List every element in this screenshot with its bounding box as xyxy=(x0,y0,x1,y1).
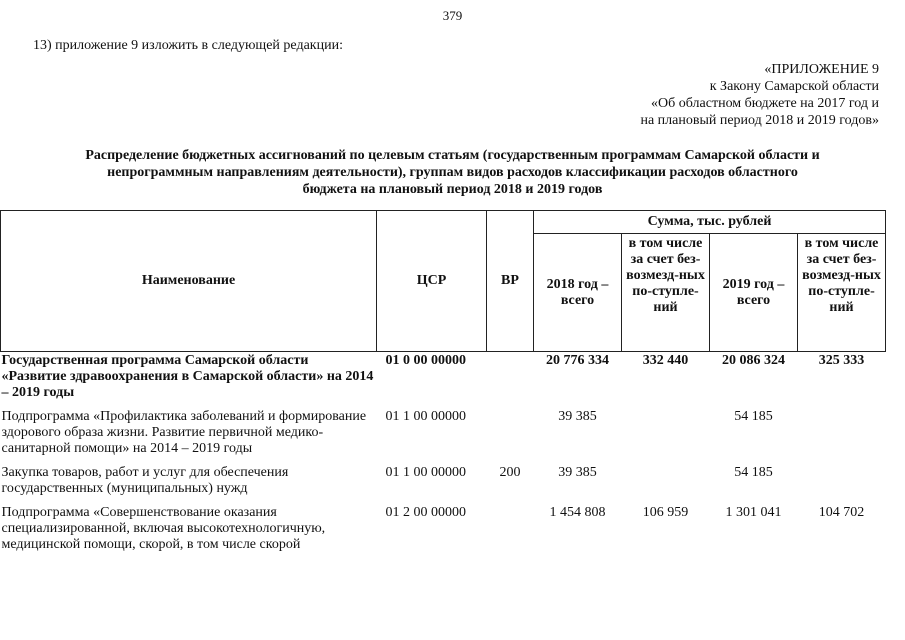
row-2019-grants xyxy=(798,465,886,497)
row-2018-total: 1 454 808 xyxy=(549,505,606,520)
row-2019-total: 1 301 041 xyxy=(725,505,782,520)
appendix-header xyxy=(519,61,879,129)
table-row xyxy=(1,352,886,402)
row-spacer xyxy=(1,497,886,505)
amendment-instruction: 13) приложение 9 изложить в следующей редакции: xyxy=(33,38,343,53)
row-2019-total: 54 185 xyxy=(734,465,773,480)
document-title xyxy=(20,147,885,198)
budget-table xyxy=(0,210,886,553)
column-header-vr: ВР xyxy=(487,211,534,352)
row-vr xyxy=(487,505,534,553)
row-2019-total: 20 086 324 xyxy=(722,353,785,368)
appendix-line: к Закону Самарской области xyxy=(709,79,879,94)
row-csr: 01 1 00 00000 xyxy=(385,465,466,480)
row-2018-total: 20 776 334 xyxy=(546,353,609,368)
row-2018-grants: 106 959 xyxy=(642,505,689,520)
row-2018-total: 39 385 xyxy=(558,409,597,424)
appendix-line: «ПРИЛОЖЕНИЕ 9 xyxy=(764,62,879,77)
row-2019-grants: 325 333 xyxy=(818,353,865,368)
row-2018-total: 39 385 xyxy=(558,465,597,480)
column-header-sum-group: Сумма, тыс. рублей xyxy=(534,211,886,234)
column-header-2018-total: 2018 год – всего xyxy=(534,234,622,352)
row-csr: 01 1 00 00000 xyxy=(385,409,466,424)
column-header-2019-grants: в том числе за счет без-возмезд-ных по-ступле-ний xyxy=(798,234,886,352)
table-row xyxy=(1,409,886,457)
row-spacer xyxy=(1,401,886,409)
row-2019-grants: 104 702 xyxy=(818,505,865,520)
appendix-line: на плановый период 2018 и 2019 годов» xyxy=(640,113,879,128)
column-header-name: Наименование xyxy=(1,211,377,352)
row-2019-total: 54 185 xyxy=(734,409,773,424)
column-header-2019-total: 2019 год – всего xyxy=(710,234,798,352)
column-header-csr: ЦСР xyxy=(377,211,487,352)
page-number: 379 xyxy=(442,8,463,23)
row-2018-grants xyxy=(622,465,710,497)
row-csr: 01 2 00 00000 xyxy=(385,505,466,520)
row-vr xyxy=(487,352,534,402)
row-2019-grants xyxy=(798,409,886,457)
title-line: Распределение бюджетных ассигнований по целевым статьям (государственным программам Самарской области и xyxy=(85,148,820,163)
row-vr: 200 xyxy=(499,465,521,480)
row-name: Подпрограмма «Профилактика заболеваний и формирование здорового образа жизни. Развитие первичной медико-санитарной помощи» на 2014 – 2019 годы xyxy=(1,409,367,456)
column-header-2018-grants: в том числе за счет без-возмезд-ных по-ступле-ний xyxy=(622,234,710,352)
row-vr xyxy=(487,409,534,457)
table-row xyxy=(1,465,886,497)
title-line: бюджета на плановый период 2018 и 2019 годов xyxy=(302,182,603,197)
row-csr: 01 0 00 00000 xyxy=(385,353,466,368)
row-2018-grants: 332 440 xyxy=(642,353,689,368)
row-spacer xyxy=(1,457,886,465)
row-2018-grants xyxy=(622,409,710,457)
row-name: Закупка товаров, работ и услуг для обеспечения государственных (муниципальных) нужд xyxy=(1,465,289,496)
table-row xyxy=(1,505,886,553)
row-name: Государственная программа Самарской области «Развитие здравоохранения в Самарской области» на 2014 – 2019 годы xyxy=(1,353,374,400)
appendix-line: «Об областном бюджете на 2017 год и xyxy=(651,96,879,111)
row-name: Подпрограмма «Совершенствование оказания специализированной, включая высокотехнологичную, медицинской помощи, скорой, в том числе скорой xyxy=(1,505,326,552)
title-line: непрограммным направлениям деятельности), группам видов расходов классификации расходов областного xyxy=(107,165,798,180)
